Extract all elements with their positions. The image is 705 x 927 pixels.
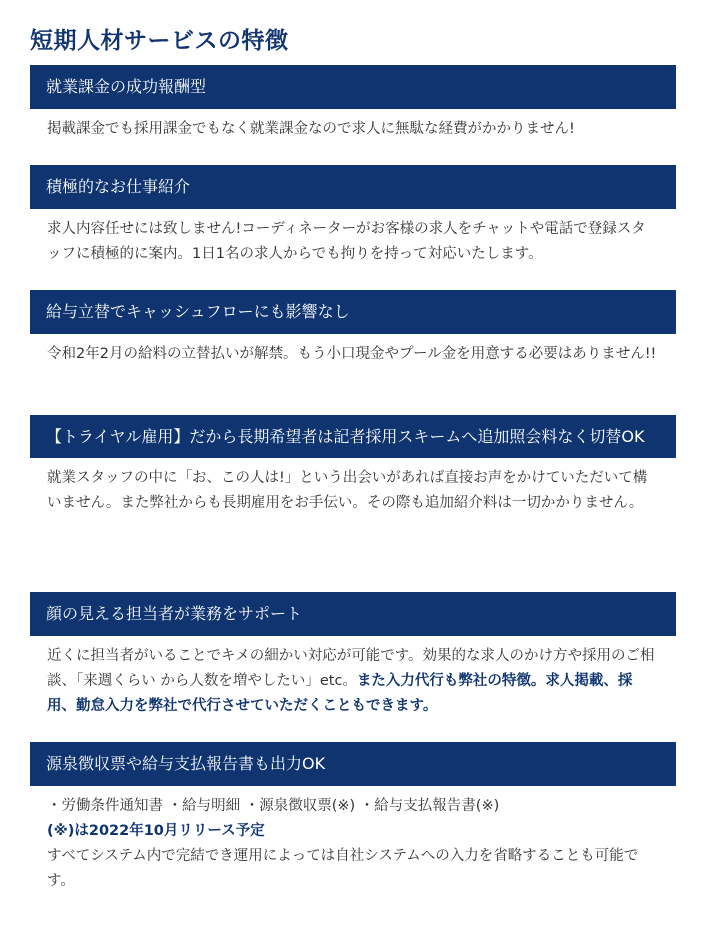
- feature-description-text: すべてシステム内で完結でき運用によっては自社システムへの入力を省略することも可能です。: [47, 848, 639, 889]
- feature-card: [30, 65, 676, 142]
- feature-heading: 顔の見える担当者が業務をサポート: [30, 592, 676, 636]
- feature-card: [30, 592, 676, 719]
- feature-description: [30, 636, 676, 719]
- feature-card: [30, 742, 676, 894]
- feature-description: 就業スタッフの中に「お、この人は!」という出会いがあれば直接お声をかけていただいて構いません。また弊社からも長期雇用をお手伝い。その際も追加紹介料は一切かかりません。: [47, 470, 648, 511]
- feature-heading: 積極的なお仕事紹介: [30, 165, 676, 209]
- feature-description: 求人内容任せには致しません!コーディネーターがお客様の求人をチャットや電話で登録スタッフに積極的に案内。1日1名の求人からでも拘りを持って対応いたします。: [47, 221, 646, 262]
- feature-highlight-text: また入力代行も弊社の特徴。求人掲載、採用、勤怠入力を弊社で代行させていただくこともできます。: [47, 673, 633, 714]
- feature-description: 掲載課金でも採用課金でもなく就業課金なので求人に無駄な経費がかかりません!: [47, 121, 575, 137]
- feature-card: [30, 165, 676, 267]
- feature-description: 令和2年2月の給料の立替払いが解禁。もう小口現金やプール金を用意する必要はありません!!: [47, 346, 657, 362]
- feature-description: [30, 786, 676, 894]
- release-note: (※)は2022年10月リリース予定: [47, 823, 265, 839]
- feature-heading: 【トライヤル雇用】だから長期希望者は記者採用スキームへ追加照会料なく切替OK: [30, 415, 676, 458]
- feature-heading: 就業課金の成功報酬型: [30, 65, 676, 109]
- feature-description-text: 近くに担当者がいることでキメの細かい対応が可能です。効果的な求人のかけ方や採用のご相談、「来週くらい から人数を増やしたい」etc。: [47, 648, 655, 689]
- feature-heading: 源泉徴収票や給与支払報告書も出力OK: [30, 742, 676, 786]
- feature-card: [30, 415, 676, 516]
- feature-card: [30, 290, 676, 367]
- page-title: 短期人材サービスの特徴: [30, 28, 289, 54]
- feature-heading: 給与立替でキャッシュフローにも影響なし: [30, 290, 676, 334]
- document-list-line: ・労働条件通知書 ・給与明細 ・源泉徴収票(※) ・給与支払報告書(※): [47, 798, 500, 814]
